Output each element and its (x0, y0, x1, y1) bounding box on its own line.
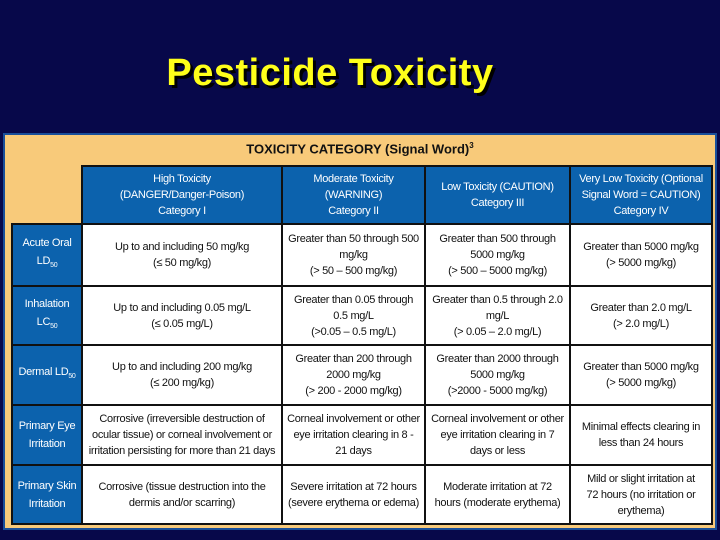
row-label-line (16, 435, 78, 453)
row-label-text: Inhalation (24, 297, 70, 310)
table-cell-line: Corrosive (tissue destruction into the (98, 480, 266, 493)
column-header-line: Signal Word = CAUTION) (581, 189, 701, 201)
table-cell-line: Moderate irritation at 72 (443, 480, 552, 493)
row-label-line (16, 495, 78, 513)
row-label (12, 345, 82, 405)
row-label-subscript: 50 (68, 373, 76, 381)
row-label-line (16, 417, 78, 435)
row-label-text: Primary Eye (18, 420, 76, 432)
table-cell (282, 465, 425, 524)
table-cell-line: irritation persisting for more than 21 days (88, 445, 276, 457)
column-header (282, 166, 425, 224)
table-cell-line: Greater than 0.05 through (293, 293, 414, 306)
table-cell-line: dermis and/or scarring) (128, 496, 236, 509)
table-cell (82, 286, 282, 345)
toxicity-table-panel (3, 133, 717, 530)
table-cell (282, 286, 425, 345)
table-cell-line: Greater than 5000 mg/kg (583, 241, 699, 253)
table-cell-line: 72 hours (no irritation or (586, 488, 696, 501)
row-label (12, 405, 82, 465)
row-label-text: Acute Oral (22, 237, 72, 250)
table-cell (282, 405, 425, 465)
corner-cell (12, 166, 82, 224)
row-label-line (16, 363, 78, 386)
table-cell (282, 345, 425, 405)
column-header-line: Very Low Toxicity (Optional (579, 173, 703, 185)
table-cell-line: (> 2.0 mg/L) (612, 317, 669, 330)
row-label-line (16, 252, 78, 275)
column-header-line: Low Toxicity (CAUTION) (441, 181, 554, 193)
column-header (570, 166, 712, 224)
row-label-line (16, 295, 78, 313)
table-cell-line: eye irritation clearing in 8 - (293, 429, 414, 441)
table-row (12, 224, 712, 286)
table-cell-line: Greater than 500 through (439, 233, 556, 245)
table-cell-line: (> 50 – 500 mg/kg) (309, 265, 398, 277)
table-cell (425, 345, 570, 405)
table-cell (282, 224, 425, 286)
row-label (12, 224, 82, 286)
table-row (12, 286, 712, 345)
table-cell-line: hours (moderate erythema) (434, 496, 561, 509)
table-cell (570, 345, 712, 405)
column-header-line: Category II (328, 205, 379, 217)
table-cell-line: (≤ 50 mg/kg) (152, 257, 212, 269)
table-cell-line: (> 0.05 – 2.0 mg/L) (453, 325, 542, 338)
table-cell-line: Up to and including 50 mg/kg (114, 241, 250, 253)
row-label-text: LC (36, 315, 51, 328)
column-header-line: Category IV (613, 205, 669, 217)
table-cell-line: 2000 mg/kg (326, 369, 381, 381)
table-cell-line: less than 24 hours (598, 437, 684, 449)
column-header-line: Category III (470, 197, 525, 209)
table-cell-line: Corrosive (irreversible destruction of (99, 413, 265, 425)
table-cell-line: mg/kg (339, 249, 368, 261)
row-label-line (16, 313, 78, 336)
table-cell-line: mg/L (485, 309, 510, 322)
table-cell-line: Greater than 200 through (295, 353, 412, 365)
table-cell (570, 405, 712, 465)
row-label-text: Irritation (28, 497, 66, 510)
header-row (12, 166, 712, 224)
table-cell-line: 5000 mg/kg (470, 369, 525, 381)
table-cell-line: (severe erythema or edema) (288, 496, 419, 509)
table-cell (82, 345, 282, 405)
table-cell-line: eye irritation clearing in 7 (440, 429, 555, 441)
column-header-line: (DANGER/Danger-Poison) (119, 189, 245, 201)
table-cell-line: Severe irritation at 72 hours (290, 480, 417, 493)
table-cell-line: Up to and including 200 mg/kg (112, 361, 252, 373)
table-cell-line: (> 200 - 2000 mg/kg) (305, 385, 402, 397)
toxicity-table (11, 165, 713, 525)
column-header-line: Moderate Toxicity (WARNING) (313, 173, 394, 201)
table-cell-line: Corneal involvement or other (431, 413, 564, 425)
column-header (82, 166, 282, 224)
row-label-line (16, 234, 78, 252)
table-cell (425, 286, 570, 345)
slide-title: Pesticide Toxicity (166, 52, 494, 94)
row-label-text: Primary Skin (17, 479, 77, 492)
column-header-line: Category I (158, 205, 206, 217)
table-cell-line: days or less (469, 445, 526, 457)
table-cell (82, 465, 282, 524)
table-cell-line: Greater than 2000 through (436, 353, 559, 365)
row-label-subscript: 50 (50, 323, 58, 331)
row-label-subscript: 50 (50, 262, 58, 270)
table-cell-line: Greater than 50 through 500 (288, 233, 419, 245)
table-cell-line: (>0.05 – 0.5 mg/L) (311, 325, 396, 338)
table-cell (425, 405, 570, 465)
table-cell (82, 405, 282, 465)
column-header-line: High Toxicity (153, 173, 211, 185)
table-cell-line: Greater than 0.5 through 2.0 (432, 293, 563, 306)
table-caption (5, 141, 715, 156)
table-cell (570, 286, 712, 345)
caption-footnote: 3 (469, 141, 474, 150)
table-cell (570, 224, 712, 286)
row-label-text: Dermal LD (18, 366, 69, 379)
caption-text: TOXICITY CATEGORY (Signal Word) (246, 141, 470, 157)
table-cell-line: (≤ 0.05 mg/L) (151, 317, 213, 330)
table-cell-line: (>2000 - 5000 mg/kg) (447, 385, 548, 397)
table-cell-line: (≤ 200 mg/kg) (150, 377, 214, 389)
table-cell-line: Greater than 2.0 mg/L (590, 301, 692, 314)
table-cell-line: 0.5 mg/L (333, 309, 374, 322)
table-cell (570, 465, 712, 524)
table-cell-line: (> 500 – 5000 mg/kg) (448, 265, 547, 277)
column-header (425, 166, 570, 224)
table-cell-line: ocular tissue) or corneal involvement or (92, 429, 272, 441)
table-row (12, 345, 712, 405)
table-cell-line: 5000 mg/kg (470, 249, 525, 261)
table-cell (425, 224, 570, 286)
table-cell-line: Corneal involvement or other (287, 413, 420, 425)
table-row (12, 405, 712, 465)
table-cell-line: Up to and including 0.05 mg/L (113, 301, 251, 314)
row-label-text: Irritation (28, 438, 66, 450)
row-label (12, 286, 82, 345)
table-cell (82, 224, 282, 286)
table-cell-line: Mild or slight irritation at (587, 472, 695, 485)
table-cell-line: Greater than 5000 mg/kg (583, 361, 699, 373)
table-cell-line: (> 5000 mg/kg) (605, 377, 677, 389)
row-label (12, 465, 82, 524)
table-cell-line: Minimal effects clearing in (581, 421, 701, 433)
table-cell (425, 465, 570, 524)
table-row (12, 465, 712, 524)
table-cell-line: 21 days (335, 445, 372, 457)
row-label-text: LD (36, 255, 51, 268)
row-label-line (16, 477, 78, 495)
table-cell-line: (> 5000 mg/kg) (605, 257, 677, 269)
table-cell-line: erythema) (617, 504, 665, 517)
